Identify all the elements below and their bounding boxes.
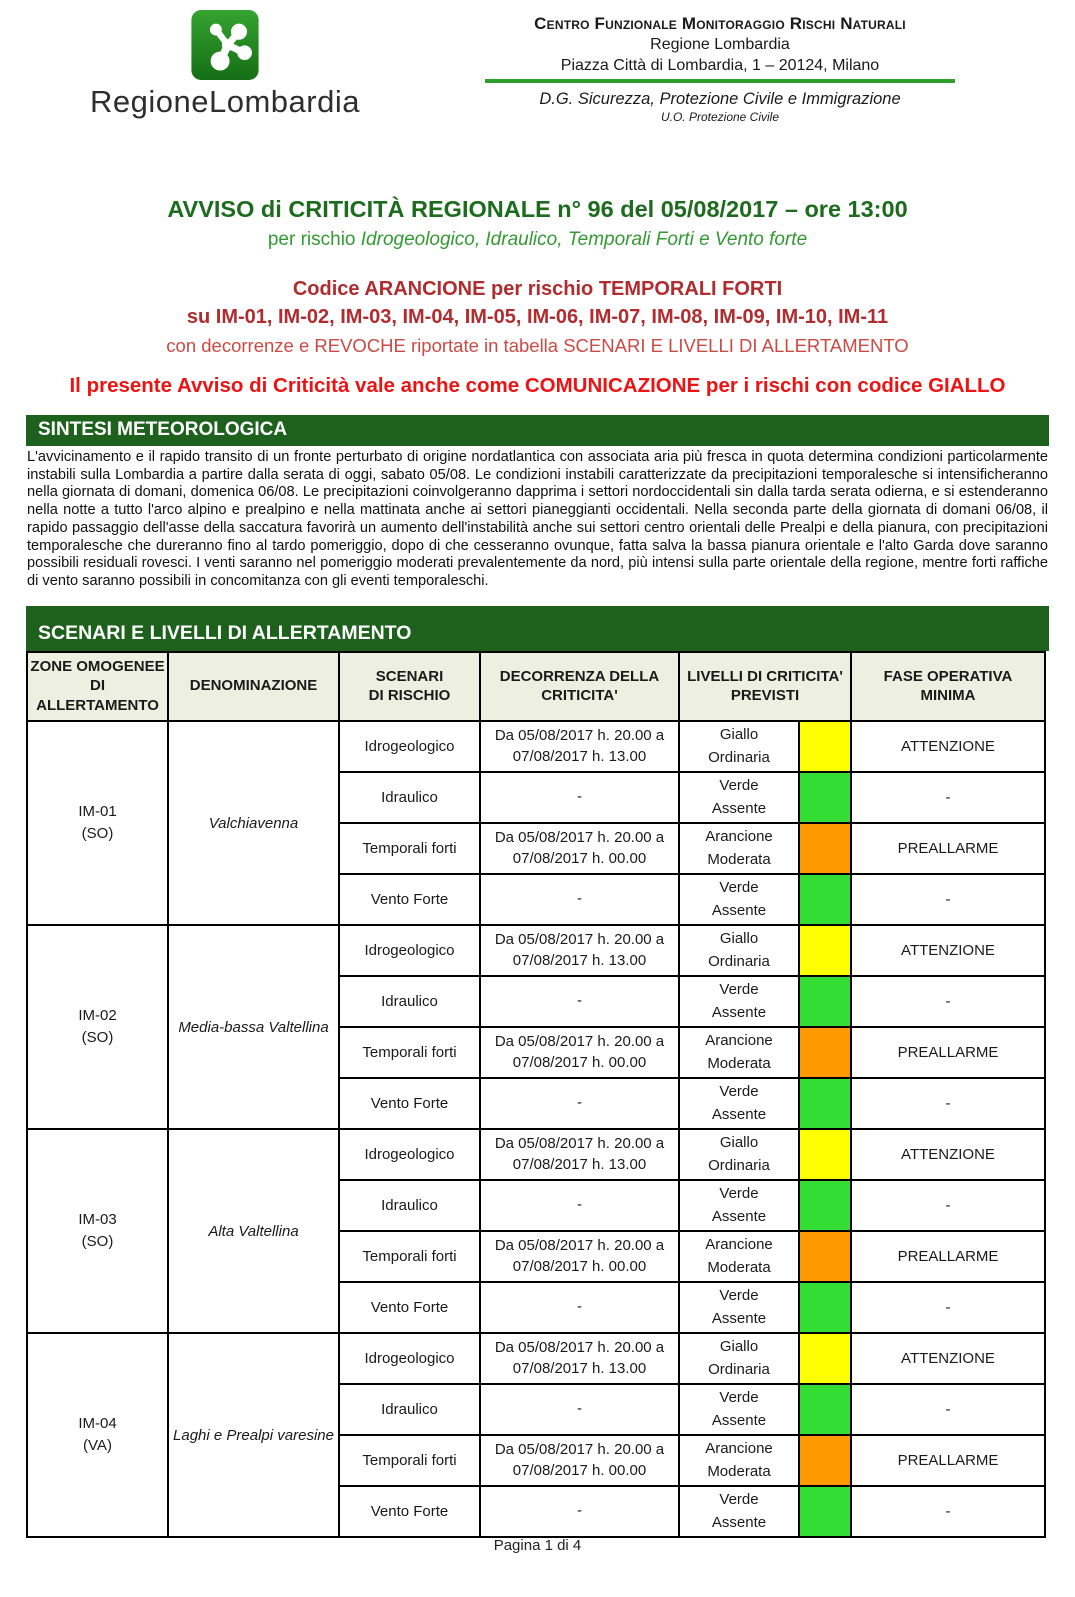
org-block [485,8,955,148]
phase-cell: ATTENZIONE [851,925,1045,976]
scenario-cell: Idrogeologico [339,1333,480,1384]
org-department: D.G. Sicurezza, Protezione Civile e Immigrazione [539,90,901,109]
page-subtitle [0,229,1075,251]
phase-cell: - [851,1078,1045,1129]
org-address: Piazza Città di Lombardia, 1 – 20124, Milano [560,57,880,75]
phase-cell: - [851,1180,1045,1231]
criticality-color-swatch [799,1282,851,1333]
logo-block [60,8,390,148]
zone-name-cell: Valchiavenna [168,721,339,925]
criticality-level-cell: Giallo Ordinaria [679,1333,799,1384]
col-header-decorrenza: DECORRENZA DELLA CRITICITA' [480,652,679,721]
criticality-level-cell: Arancione Moderata [679,823,799,874]
criticality-color-swatch [799,1435,851,1486]
scenario-cell: Vento Forte [339,1078,480,1129]
scenario-row [27,1129,1045,1180]
scenario-cell: Temporali forti [339,823,480,874]
phase-cell: PREALLARME [851,823,1045,874]
validity-cell: Da 05/08/2017 h. 20.00 a 07/08/2017 h. 00.00 [480,1231,679,1282]
zone-code-cell: IM-03 (SO) [27,1129,168,1333]
page-header [0,0,1075,148]
criticality-level-cell: Verde Assente [679,1486,799,1537]
criticality-level-cell: Giallo Ordinaria [679,925,799,976]
criticality-level-cell: Verde Assente [679,1180,799,1231]
table-header-row [27,652,1045,721]
scenario-cell: Vento Forte [339,874,480,925]
alert-note-line: con decorrenze e REVOCHE riportate in tabella SCENARI E LIVELLI DI ALLERTAMENTO [166,335,909,356]
validity-cell: Da 05/08/2017 h. 20.00 a 07/08/2017 h. 00.00 [480,823,679,874]
header-divider [485,79,955,83]
phase-cell: PREALLARME [851,1231,1045,1282]
criticality-level-cell: Verde Assente [679,1282,799,1333]
criticality-color-swatch [799,1180,851,1231]
zone-name-cell: Laghi e Prealpi varesine [168,1333,339,1537]
scenario-cell: Idraulico [339,1180,480,1231]
page-number: Pagina 1 di 4 [493,1537,582,1554]
section-heading-scenari: SCENARI E LIVELLI DI ALLERTAMENTO [26,606,1049,651]
criticality-level-cell: Verde Assente [679,976,799,1027]
validity-cell: - [480,1486,679,1537]
phase-cell: - [851,976,1045,1027]
brand-wordmark: RegioneLombardia [90,84,360,119]
validity-cell: - [480,976,679,1027]
criticality-level-cell: Verde Assente [679,1078,799,1129]
criticality-level-cell: Giallo Ordinaria [679,721,799,772]
zone-code-cell: IM-01 (SO) [27,721,168,925]
scenario-row [27,925,1045,976]
subtitle-risks: Idrogeologico, Idraulico, Temporali Forti e Vento forte [360,229,808,250]
section-heading-sintesi: SINTESI METEOROLOGICA [26,415,1049,446]
weather-synopsis: L'avvicinamento e il rapido transito di un fronte perturbato di origine nordatlantica con associata aria più fresca in quota determina condizioni particolarmente instabili sulla Lombardia a partire dalla serata di oggi, sabato 05/08. Le condizioni instabili caratterizzate da precipitazioni temporalesche si intensificheranno nella giornata di domani, domenica 06/08. Le precipitazioni coinvolgeranno dapprima i settori nordoccidentali sin dalla tarda serata odierna, e si estenderanno nella notte a tutto l'arco alpino e prealpino e nella mattinata anche ai settori pianeggianti occidentali. Nella seconda parte della giornata di domani 06/08, il rapido passaggio dell'asse della saccatura favorirà un aumento dell'instabilità anche sui settori centro orientali delle Prealpi e della pianura, con precipitazioni temporalesche che dureranno fino al tardo pomeriggio, dopo di che cesseranno ovunque, fatta salva la bassa pianura orientale e l'alto Garda dove saranno possibili residuali rovesci. I venti saranno nel pomeriggio moderati prevalentemente da nord, più intensi sulla parte orientale della regione, mentre forti raffiche di vento saranno possibili in concomitanza con gli eventi temporaleschi. [27,449,1048,589]
criticality-level-cell: Verde Assente [679,1384,799,1435]
subtitle-prefix: per rischio [267,229,361,250]
phase-cell: - [851,874,1045,925]
scenario-cell: Vento Forte [339,1282,480,1333]
validity-cell: - [480,1384,679,1435]
phase-cell: ATTENZIONE [851,1333,1045,1384]
criticality-color-swatch [799,721,851,772]
phase-cell: PREALLARME [851,1027,1045,1078]
criticality-level-cell: Verde Assente [679,772,799,823]
col-header-scenari: SCENARI DI RISCHIO [339,652,480,721]
scenario-row [27,1333,1045,1384]
page-title: AVVISO di CRITICITÀ REGIONALE n° 96 del 05/08/2017 – ore 13:00 [167,196,908,222]
col-header-livelli: LIVELLI DI CRITICITA' PREVISTI [679,652,851,721]
scenario-cell: Idraulico [339,772,480,823]
validity-cell: - [480,1180,679,1231]
scenario-cell: Temporali forti [339,1231,480,1282]
criticality-level-cell: Arancione Moderata [679,1027,799,1078]
phase-cell: - [851,772,1045,823]
validity-cell: - [480,772,679,823]
criticality-color-swatch [799,1231,851,1282]
scenario-cell: Vento Forte [339,1486,480,1537]
criticality-color-swatch [799,1384,851,1435]
alert-levels-table [26,651,1046,1538]
criticality-color-swatch [799,772,851,823]
zone-name-cell: Alta Valtellina [168,1129,339,1333]
phase-cell: - [851,1282,1045,1333]
scenario-cell: Idraulico [339,1384,480,1435]
phase-cell: ATTENZIONE [851,721,1045,772]
criticality-color-swatch [799,1027,851,1078]
zone-code-cell: IM-04 (VA) [27,1333,168,1537]
criticality-level-cell: Arancione Moderata [679,1231,799,1282]
alert-communication-line: Il presente Avviso di Criticità vale anche come COMUNICAZIONE per i rischi con codice GIALLO [69,374,1006,397]
validity-cell: Da 05/08/2017 h. 20.00 a 07/08/2017 h. 00.00 [480,1435,679,1486]
criticality-color-swatch [799,1129,851,1180]
scenario-cell: Temporali forti [339,1027,480,1078]
criticality-level-cell: Giallo Ordinaria [679,1129,799,1180]
criticality-color-swatch [799,1333,851,1384]
validity-cell: - [480,1282,679,1333]
criticality-color-swatch [799,1078,851,1129]
validity-cell: Da 05/08/2017 h. 20.00 a 07/08/2017 h. 13.00 [480,925,679,976]
phase-cell: ATTENZIONE [851,1129,1045,1180]
scenario-row [27,721,1045,772]
scenario-cell: Idrogeologico [339,721,480,772]
phase-cell: PREALLARME [851,1435,1045,1486]
scenario-cell: Temporali forti [339,1435,480,1486]
criticality-color-swatch [799,925,851,976]
org-name: Centro Funzionale Monitoraggio Rischi Naturali [534,14,906,33]
validity-cell: - [480,874,679,925]
zone-name-cell: Media-bassa Valtellina [168,925,339,1129]
phase-cell: - [851,1486,1045,1537]
validity-cell: Da 05/08/2017 h. 20.00 a 07/08/2017 h. 13.00 [480,1129,679,1180]
criticality-color-swatch [799,976,851,1027]
validity-cell: Da 05/08/2017 h. 20.00 a 07/08/2017 h. 13.00 [480,721,679,772]
zone-code-cell: IM-02 (SO) [27,925,168,1129]
col-header-zone: ZONE OMOGENEE DI ALLERTAMENTO [27,652,168,721]
scenario-cell: Idrogeologico [339,1129,480,1180]
scenario-cell: Idrogeologico [339,925,480,976]
scenario-cell: Idraulico [339,976,480,1027]
alert-zones-line: su IM-01, IM-02, IM-03, IM-04, IM-05, IM-06, IM-07, IM-08, IM-09, IM-10, IM-11 [186,306,889,328]
validity-cell: Da 05/08/2017 h. 20.00 a 07/08/2017 h. 00.00 [480,1027,679,1078]
criticality-color-swatch [799,823,851,874]
col-header-fase: FASE OPERATIVA MINIMA [851,652,1045,721]
org-region: Regione Lombardia [650,36,790,53]
alert-code-line: Codice ARANCIONE per rischio TEMPORALI FORTI [292,278,783,300]
validity-cell: Da 05/08/2017 h. 20.00 a 07/08/2017 h. 13.00 [480,1333,679,1384]
rosa-camuna-icon [189,10,261,80]
phase-cell: - [851,1384,1045,1435]
criticality-color-swatch [799,874,851,925]
criticality-color-swatch [799,1486,851,1537]
criticality-level-cell: Verde Assente [679,874,799,925]
criticality-level-cell: Arancione Moderata [679,1435,799,1486]
col-header-denominazione: DENOMINAZIONE [168,652,339,721]
org-unit: U.O. Protezione Civile [660,110,780,125]
validity-cell: - [480,1078,679,1129]
